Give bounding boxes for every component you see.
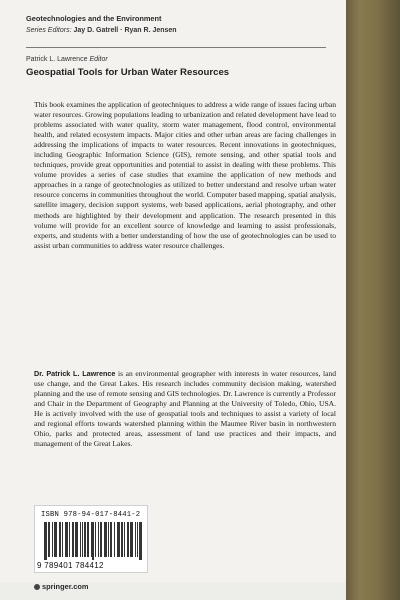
editor-role: Editor <box>89 56 108 63</box>
divider <box>26 47 326 48</box>
book-title: Geospatial Tools for Urban Water Resources <box>26 67 230 78</box>
barcode-number: 9 789401 784412 <box>37 561 104 570</box>
barcode <box>34 505 148 573</box>
book-description: This book examines the application of geotechniques to address a wide range of issues facing urban water resources. Growing populations leading to urbanization and related development have lead to problems associated with water quality, storm water management, flood control, environmental health, and related ecosystem impacts. Major cities and other urban areas are facing challenges in addressing the implications of impacts to water resources. Recent innovations in geotechniques, including Geographic Information Science (GIS), remote sensing, and other spatial tools and techniques, provide great opportunities and potential to assist in dealing with these problems. This volume provides a series of case studies that examine the application of new methods and approaches in a range of geotechnologies as utilized to better understand and resolve urban water resource concerns in communities throughout the world. Computer based mapping, spatial analysis, satellite imagery, decision support systems, web based applications, aerial photography, and other methods are highlighted by their development and application. The research presented in this volume will provide for an excellent source of knowledge and learning to assist professionals, experts, and students with a better understanding of how the use of geotechnologies can be used to assist urban communities to address water resource challenges. <box>34 100 336 250</box>
editor-name: Patrick L. Lawrence <box>26 56 88 63</box>
bio-text: is an environmental geographer with interests in water resources, land use change, and the Great Lakes. His research includes community decision making, watershed planning and the use of remote sensing and GIS technologies. Dr. Lawrence is currently a Professor and Chair in the Department of Geography and Planning at the University of Toledo, Ohio, USA. He is actively involved with the use of geospatial tools and techniques to assist a variety of local and regional efforts towards watershed planning within the Maumee River basin in northwestern Ohio, parks and protected areas, assessment of land use practices and their impacts, and management of the Great Lakes. <box>34 369 336 449</box>
editor-credit <box>26 55 108 65</box>
series-block <box>26 14 177 36</box>
publisher-website-label: springer.com <box>42 582 89 591</box>
series-editors <box>26 26 177 36</box>
series-editors-label: Series Editors: <box>26 27 72 34</box>
barcode-bars <box>44 522 142 560</box>
isbn-text: ISBN 978-94-017-8441-2 <box>41 511 141 519</box>
series-title: Geotechnologies and the Environment <box>26 14 162 23</box>
author-bio <box>34 369 336 449</box>
series-editors-names: Jay D. Gatrell · Ryan R. Jensen <box>73 27 177 34</box>
publisher-website[interactable] <box>34 582 88 592</box>
book-spine <box>346 0 400 600</box>
globe-icon <box>34 584 40 590</box>
bio-name: Dr. Patrick L. Lawrence <box>34 369 116 378</box>
